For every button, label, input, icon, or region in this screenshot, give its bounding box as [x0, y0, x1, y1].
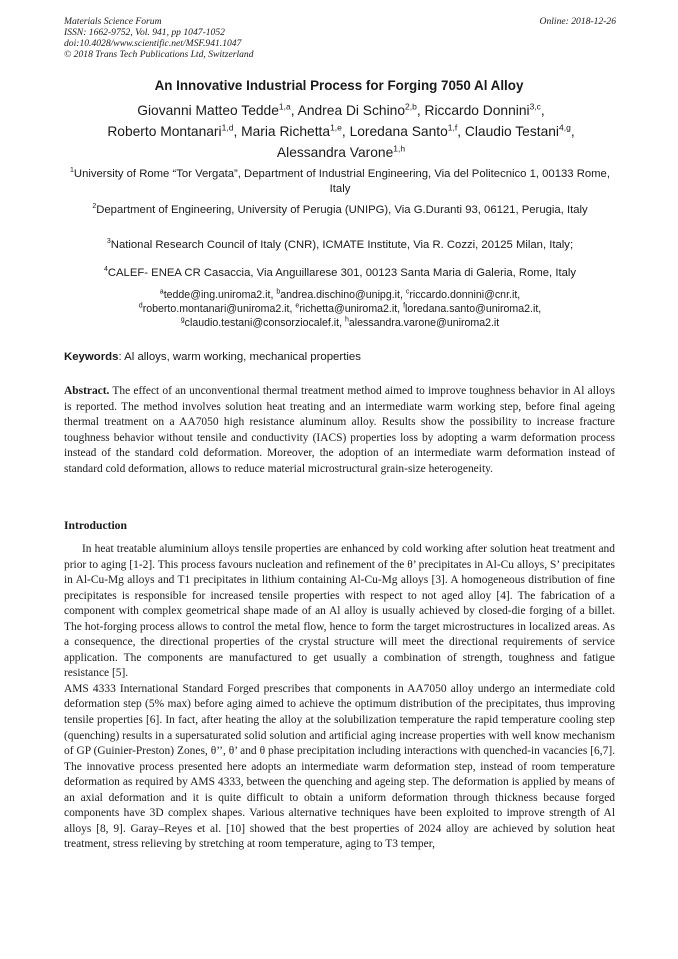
- section-heading-introduction: Introduction: [64, 519, 127, 532]
- author: Giovanni Matteo Tedde$^{1,a}$: [137, 101, 291, 118]
- email-link[interactable]: $^f$loredana.santo@uniroma2.it: [403, 302, 539, 315]
- abstract-label: Abstract.: [64, 385, 110, 397]
- issn-line: ISSN: 1662-9752, Vol. 941, pp 1047-1052: [64, 27, 225, 38]
- email-link[interactable]: $^h$alessandra.varone@uniroma2.it: [345, 316, 500, 329]
- affiliation-2: $^2$Department of Engineering, University of Perugia (UNIPG), Via G.Duranti 93, 06121, Perugia, Italy: [92, 203, 588, 216]
- author: Claudio Testani$^{4,g}$: [464, 122, 571, 139]
- keywords-label: Keywords: [64, 351, 119, 363]
- author: Roberto Montanari$^{1,d}$: [107, 122, 234, 139]
- affiliation-1: $^1$University of Rome “Tor Vergata”, Department of Industrial Engineering, Via del Politecnico 1, 00133 Rome, Italy: [70, 167, 610, 195]
- copyright-line: © 2018 Trans Tech Publications Ltd, Switzerland: [64, 49, 254, 60]
- author: Alessandra Varone$^{1,h}$: [276, 143, 406, 160]
- keywords-text: : Al alloys, warm working, mechanical properties: [118, 351, 361, 363]
- keywords: [64, 351, 361, 363]
- running-header: [64, 16, 616, 60]
- affiliation-3: $^3$National Research Council of Italy (CNR), ICMATE Institute, Via R. Cozzi, 20125 Milan, Italy;: [106, 238, 574, 251]
- paragraph: AMS 4333 International Standard Forged prescribes that components in AA7050 alloy undergo an intermediate cold deformation step (5% max) before aging aimed to achieve the optimum distribution of the precipitates, thus improving tensile properties [6]. In fact, after heating the alloy at the solubilization temperature the rapid temperature cooling step (quenching) results in a supersaturated solid solution and artificial aging increase properties with well know mechanism of GP (Guinier-Preston) Zones, θ’’, θ’ and θ phase precipitation including interactions with quenched-in vacancies [6,7]. The innovative process presented here adopts an intermediate warm deformation step, instead of room temperature deformation as required by AMS 4333, between the quenching and ageing step. The deformation is applied by means of an axial deformation and it is quite difficult to obtain a uniform deformation through thickness because forged components have 3D complex shapes. Various alternative techniques have been exploited to improve strength of Al alloys [8, 9]. Garay–Reyes et al. [10] showed that the best properties of 2024 alloy are achieved by solution heat treatment, stress relieving by stretching at room temperature, aging to T3 temper,: [64, 682, 615, 851]
- journal-name: Materials Science Forum: [64, 16, 162, 27]
- doi-line: doi:10.4028/www.scientific.net/MSF.941.1047: [64, 38, 242, 49]
- author: Riccardo Donnini$^{3,c}$: [424, 101, 541, 118]
- online-date: Online: 2018-12-26: [539, 16, 616, 27]
- email-link[interactable]: $^b$andrea.dischino@unipg.it: [276, 288, 400, 301]
- author-list: Giovanni Matteo Tedde$^{1,a}$, Andrea Di Schino$^{2,b}$, Riccardo Donnini$^{3,c}$, Roberto Montanari$^{1,d}$, Maria Richetta$^{1,e}$, Loredana Santo$^{1,f}$, Claudio Testani$^{4,g}$, Alessandra Varone$^{1,h}$: [107, 101, 575, 160]
- email-link[interactable]: $^a$tedde@ing.uniroma2.it: [159, 288, 271, 301]
- email-list: $^a$tedde@ing.uniroma2.it, $^b$andrea.dischino@unipg.it, $^c$riccardo.donnini@cnr.it, $^d$roberto.montanari@uniroma2.it, $^e$richetta@uniroma2.it, $^f$loredana.santo@uniroma2.it, $^g$claudio.testani@consorziocalef.it, $^h$alessandra.varone@uniroma2.it: [138, 288, 542, 329]
- introduction-body: [64, 542, 615, 853]
- affiliation-4: $^4$CALEF- ENEA CR Casaccia, Via Anguillarese 301, 00123 Santa Maria di Galeria, Rome, Italy: [103, 266, 577, 279]
- author: Maria Richetta$^{1,e}$: [241, 122, 342, 139]
- abstract: [64, 384, 615, 478]
- email-link[interactable]: $^g$claudio.testani@consorziocalef.it: [180, 316, 340, 329]
- email-link[interactable]: $^c$riccardo.donnini@cnr.it: [405, 288, 518, 301]
- email-link[interactable]: $^d$roberto.montanari@uniroma2.it: [138, 302, 290, 315]
- paper-title: An Innovative Industrial Process for Forging 7050 Al Alloy: [154, 78, 524, 93]
- email-link[interactable]: $^e$richetta@uniroma2.it: [295, 302, 398, 315]
- author: Loredana Santo$^{1,f}$: [349, 122, 458, 139]
- abstract-text: The effect of an unconventional thermal treatment method aimed to improve toughness behavior in Al alloys is reported. The method involves solution heat treating and an intermediate warm working step, before final ageing thermal treatment on a AA7050 high resistance aluminum alloy. Results show the possibility to increase fracture toughness behavior without tensile and conductivity (IACS) properties loss by adopting a warm deformation process instead of the standard cold deformation. Moreover, the adoption of an intermediate warm deformation instead of standard cold deformation, allows to reduce material microstructural grain-size heterogeneity.: [64, 385, 615, 475]
- paragraph: In heat treatable aluminium alloys tensile properties are enhanced by cold working after solution heat treatment and prior to aging [1-2]. This process favours nucleation and refinement of the θ’ precipitates in Al-Cu alloys, S’ precipitates in Al-Cu-Mg alloys and T1 precipitates in lithium containing Al-Cu-Mg alloys [3]. A homogeneous distribution of fine precipitates is responsible for increased tensile properties with respect to not aged alloy [4]. The fabrication of a component with complex geometrical shape made of an Al alloy is usually achieved by closed-die forging of a billet. The hot-forging process allows to control the metal flow, hence to form the target microstructures in localized areas. As a consequence, the directional properties of the crystal structure will meet the directional requirements of service application. The components are manufactured to get usually a combination of strength, toughness and fatigue resistance [5].: [64, 543, 615, 680]
- author: Andrea Di Schino$^{2,b}$: [297, 101, 417, 118]
